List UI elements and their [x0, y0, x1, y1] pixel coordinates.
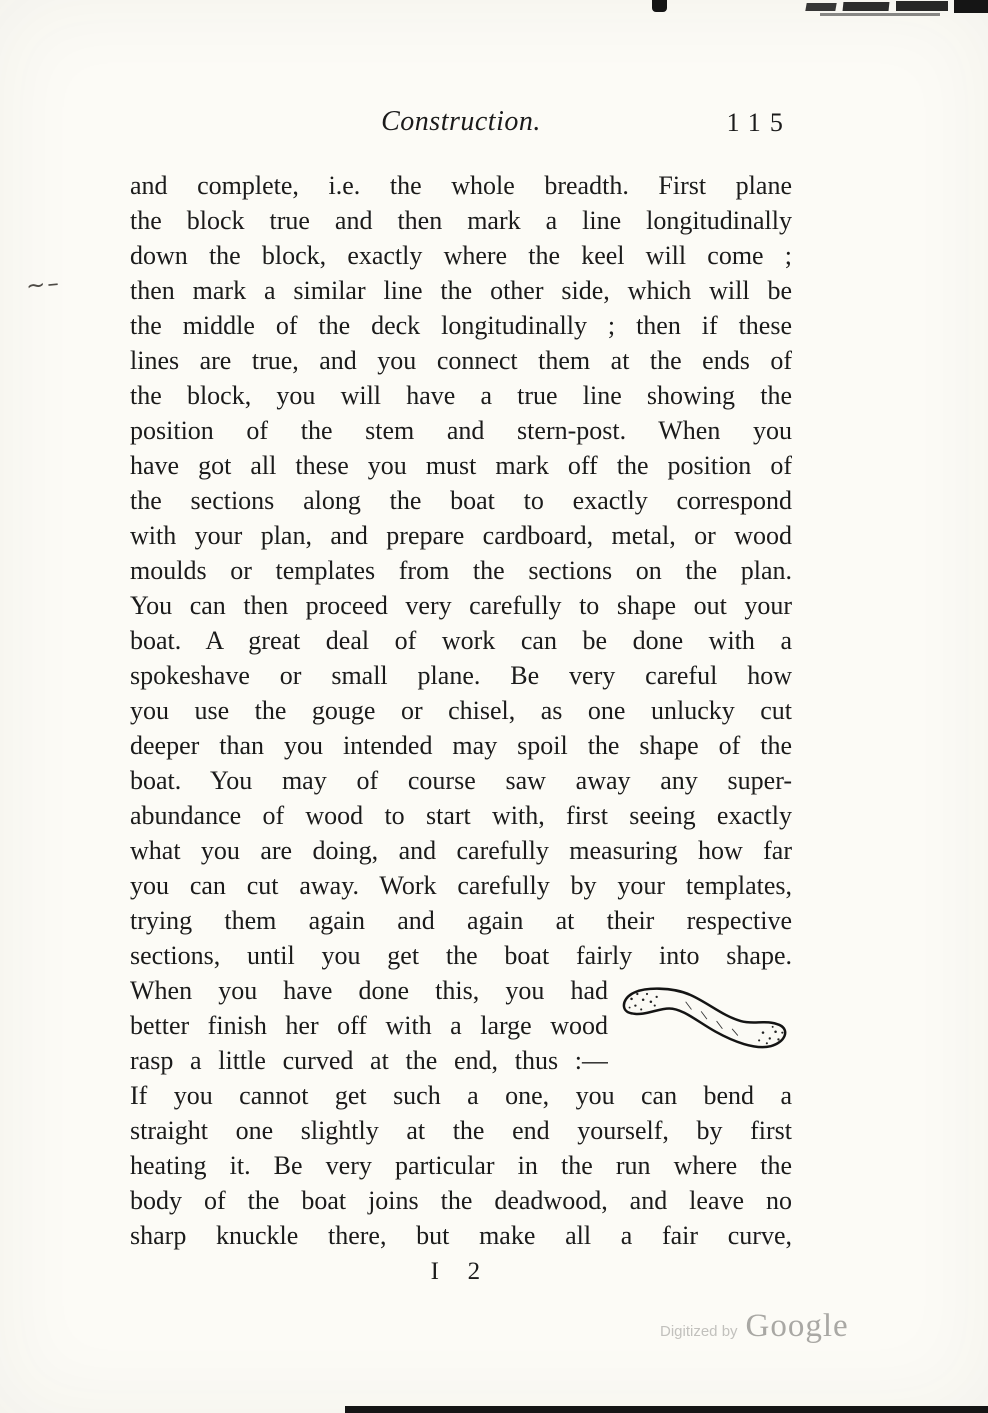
text-line: down the block, exactly where the keel will come ; [130, 241, 792, 270]
scan-artifact-bottom-strip [345, 1406, 988, 1413]
text-line: boat. You may of course saw away any super- [130, 766, 792, 795]
text-line: spokeshave or small plane. Be very careful how [130, 661, 792, 690]
text-line: have got all these you must mark off the position of [130, 451, 792, 480]
text-line: you use the gouge or chisel, as one unlucky cut [130, 696, 792, 725]
text-line: deeper than you intended may spoil the shape of the [130, 731, 792, 760]
wood-rasp-illustration [608, 973, 792, 1065]
text-line: better finish her off with a large wood [130, 1011, 608, 1040]
scan-artifact-top-right [954, 0, 988, 13]
scan-artifact-top-right [805, 3, 836, 11]
digitization-watermark [660, 1308, 849, 1345]
watermark-prefix-text: Digitized by [660, 1323, 738, 1340]
text-line: lines are true, and you connect them at the ends of [130, 346, 792, 375]
scan-artifact-top-blob [652, 0, 667, 12]
text-line: moulds or templates from the sections on the plan. [130, 556, 792, 585]
text-line: with your plan, and prepare cardboard, metal, or wood [130, 521, 792, 550]
text-line: heating it. Be very particular in the run where the [130, 1151, 792, 1180]
text-line: the block, you will have a true line showing the [130, 381, 792, 410]
text-line: then mark a similar line the other side, which will be [130, 276, 792, 305]
text-line: sections, until you get the boat fairly into shape. [130, 941, 792, 970]
text-line: If you cannot get such a one, you can bend a [130, 1081, 792, 1110]
text-line: sharp knuckle there, but make all a fair curve, [130, 1221, 792, 1250]
text-line: the sections along the boat to exactly correspond [130, 486, 792, 515]
margin-pencil-mark: ~– [24, 270, 63, 300]
text-line: trying them again and again at their respective [130, 906, 792, 935]
text-line: and complete, i.e. the whole breadth. First plane [130, 171, 792, 200]
text-line: boat. A great deal of work can be done with a [130, 626, 792, 655]
text-line: position of the stem and stern-post. When you [130, 416, 792, 445]
wrapped-text-column [130, 973, 608, 1078]
wood-rasp-drawing [618, 981, 792, 1065]
text-line: abundance of wood to start with, first seeing exactly [130, 801, 792, 830]
scan-artifact-top-right [843, 2, 890, 11]
running-head [130, 106, 792, 146]
text-line: what you are doing, and carefully measuring how far [130, 836, 792, 865]
text-line: body of the boat joins the deadwood, and leave no [130, 1186, 792, 1215]
text-line: straight one slightly at the end yourself, by first [130, 1116, 792, 1145]
text-line: When you have done this, you had [130, 976, 608, 1005]
text-line: the block true and then mark a line longitudinally [130, 206, 792, 235]
text-line: the middle of the deck longitudinally ; then if these [130, 311, 792, 340]
page-title: Construction. [381, 106, 541, 137]
scan-artifact-top-right [820, 13, 940, 16]
scan-artifact-top-right [896, 1, 948, 11]
google-logo-text: Google [745, 1308, 849, 1344]
text-line: you can cut away. Work carefully by your templates, [130, 871, 792, 900]
body-text [130, 168, 792, 1253]
page-number: 115 [726, 108, 792, 137]
text-with-illustration-row [130, 973, 792, 1078]
signature-mark: I 2 [430, 1258, 492, 1285]
text-line: rasp a little curved at the end, thus :— [130, 1046, 608, 1075]
text-line: You can then proceed very carefully to shape out your [130, 591, 792, 620]
